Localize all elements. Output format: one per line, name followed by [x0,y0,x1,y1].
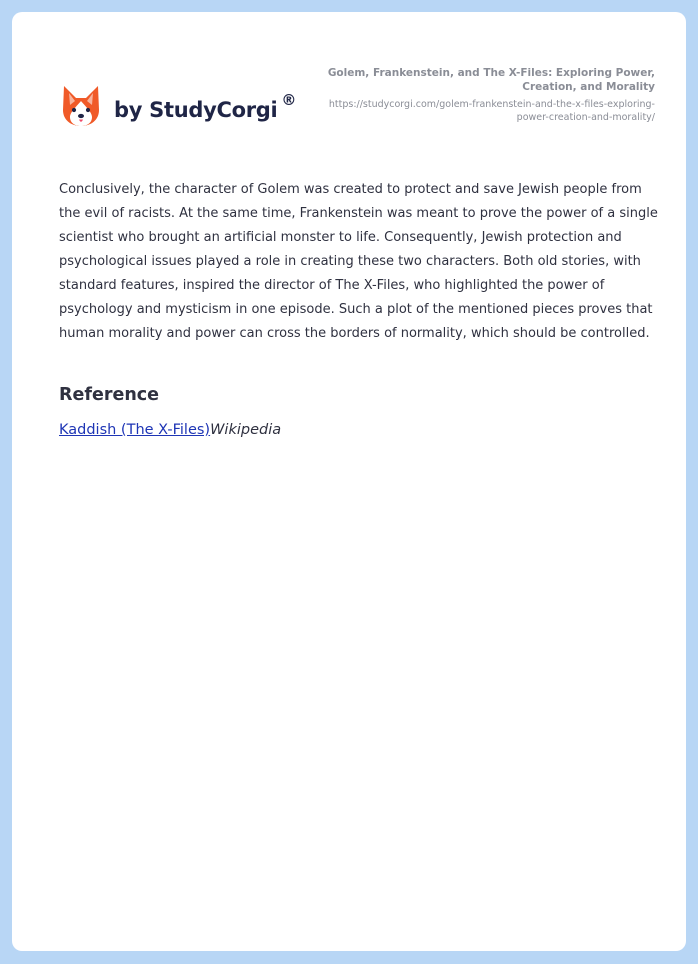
corgi-logo-icon [60,84,102,128]
reference-entry [59,422,281,438]
registered-mark: ® [281,91,297,109]
reference-source: Wikipedia [210,422,282,438]
reference-heading: Reference [59,385,160,405]
document-page [12,12,686,951]
reference-link[interactable]: Kaddish (The X-Files) [59,422,211,438]
brand-name: by StudyCorgi ® [114,91,297,122]
document-url[interactable]: https://studycorgi.com/golem-frankenstein-and-the-x-files-exploring-power-creation-and-morality/ [328,99,655,123]
document-title: Golem, Frankenstein, and The X-Files: Exploring Power, Creation, and Morality [327,67,655,93]
studycorgi-logo[interactable] [60,76,296,136]
body-paragraph: Conclusively, the character of Golem was created to protect and save Jewish people from the evil of racists. At the same time, Frankenstein was meant to prove the power of a single scientist who brought an artificial monster to life. Consequently, Jewish protection and psychological issues played a role in creating these two characters. Both old stories, with standard features, inspired the director of The X-Files, who highlighted the power of psychology and mysticism in one episode. Such a plot of the mentioned pieces proves that human morality and power can cross the borders of normality, which should be controlled. [59,182,658,341]
document-header-meta [310,66,655,124]
